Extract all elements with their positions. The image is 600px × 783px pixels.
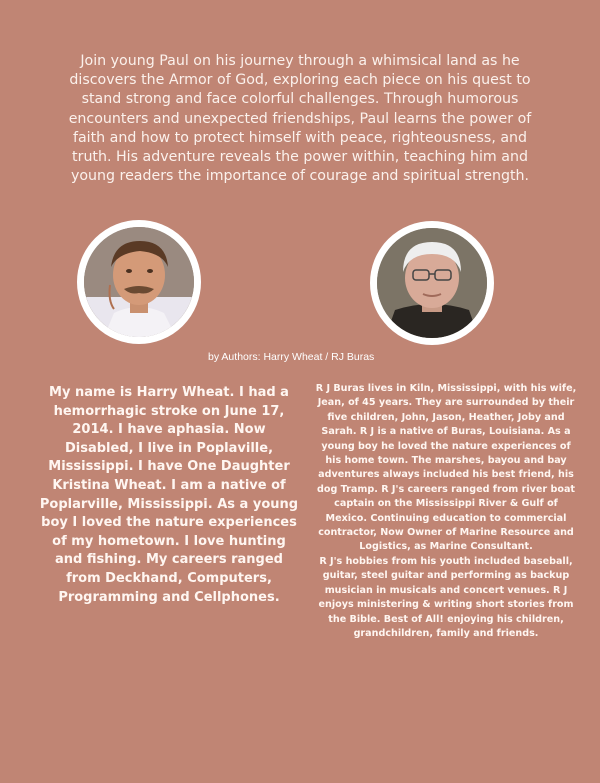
book-blurb: Join young Paul on his journey through a whimsical land as he discovers the Armor of God, exploring each piece on his quest to stand strong and face colorful challenges. Through humorous encounters and unexpected friendships, Paul learns the power of faith and how to protect himself with peace, righteousness, and truth. His adventure reveals the power within, teaching him and young readers the importance of courage and spiritual strength. <box>68 53 532 185</box>
author-photo-rj-buras <box>370 221 494 345</box>
rj-buras-bio-paragraph-2: R J's hobbies from his youth included baseball, guitar, steel guitar and performing as backup musician in musicals and concert venues. R J enjoys ministering & writing short stories from the Bible. Best of All! enjoying his children, grandchildren, family and friends. <box>318 555 574 639</box>
rj-buras-bio-paragraph-1: R J Buras lives in Kiln, Mississippi, with his wife, Jean, of 45 years. They are surrounded by their five children, John, Jason, Heather, Joby and Sarah. R J is a native of Buras, Louisiana. As a young boy he loved the nature experiences of his home town. The marshes, bayou and bay adventures always included his best friend, his dog Tramp. R J's careers ranged from river boat captain on the Mississippi River & Gulf of Mexico. Continuing education to commercial contractor, Now Owner of Marine Resource and Logistics, as Marine Consultant. <box>315 383 577 553</box>
harry-wheat-bio: My name is Harry Wheat. I had a hemorrhagic stroke on June 17, 2014. I have aphasia. Now Disabled, I live in Poplaville, Mississippi. I have One Daughter Kristina Wheat. I am a native of Poplarville, Mississippi. As a young boy I loved the nature experiences of my hometown. I love hunting and fishing. My careers ranged from Deckhand, Computers, Programming and Cellphones. <box>39 385 299 605</box>
author-photo-harry-wheat <box>77 220 201 344</box>
portrait-graphic <box>377 228 487 338</box>
authors-byline: by Authors: Harry Wheat / RJ Buras <box>208 351 375 363</box>
portrait-graphic <box>84 227 194 337</box>
rj-buras-bio <box>312 382 580 641</box>
